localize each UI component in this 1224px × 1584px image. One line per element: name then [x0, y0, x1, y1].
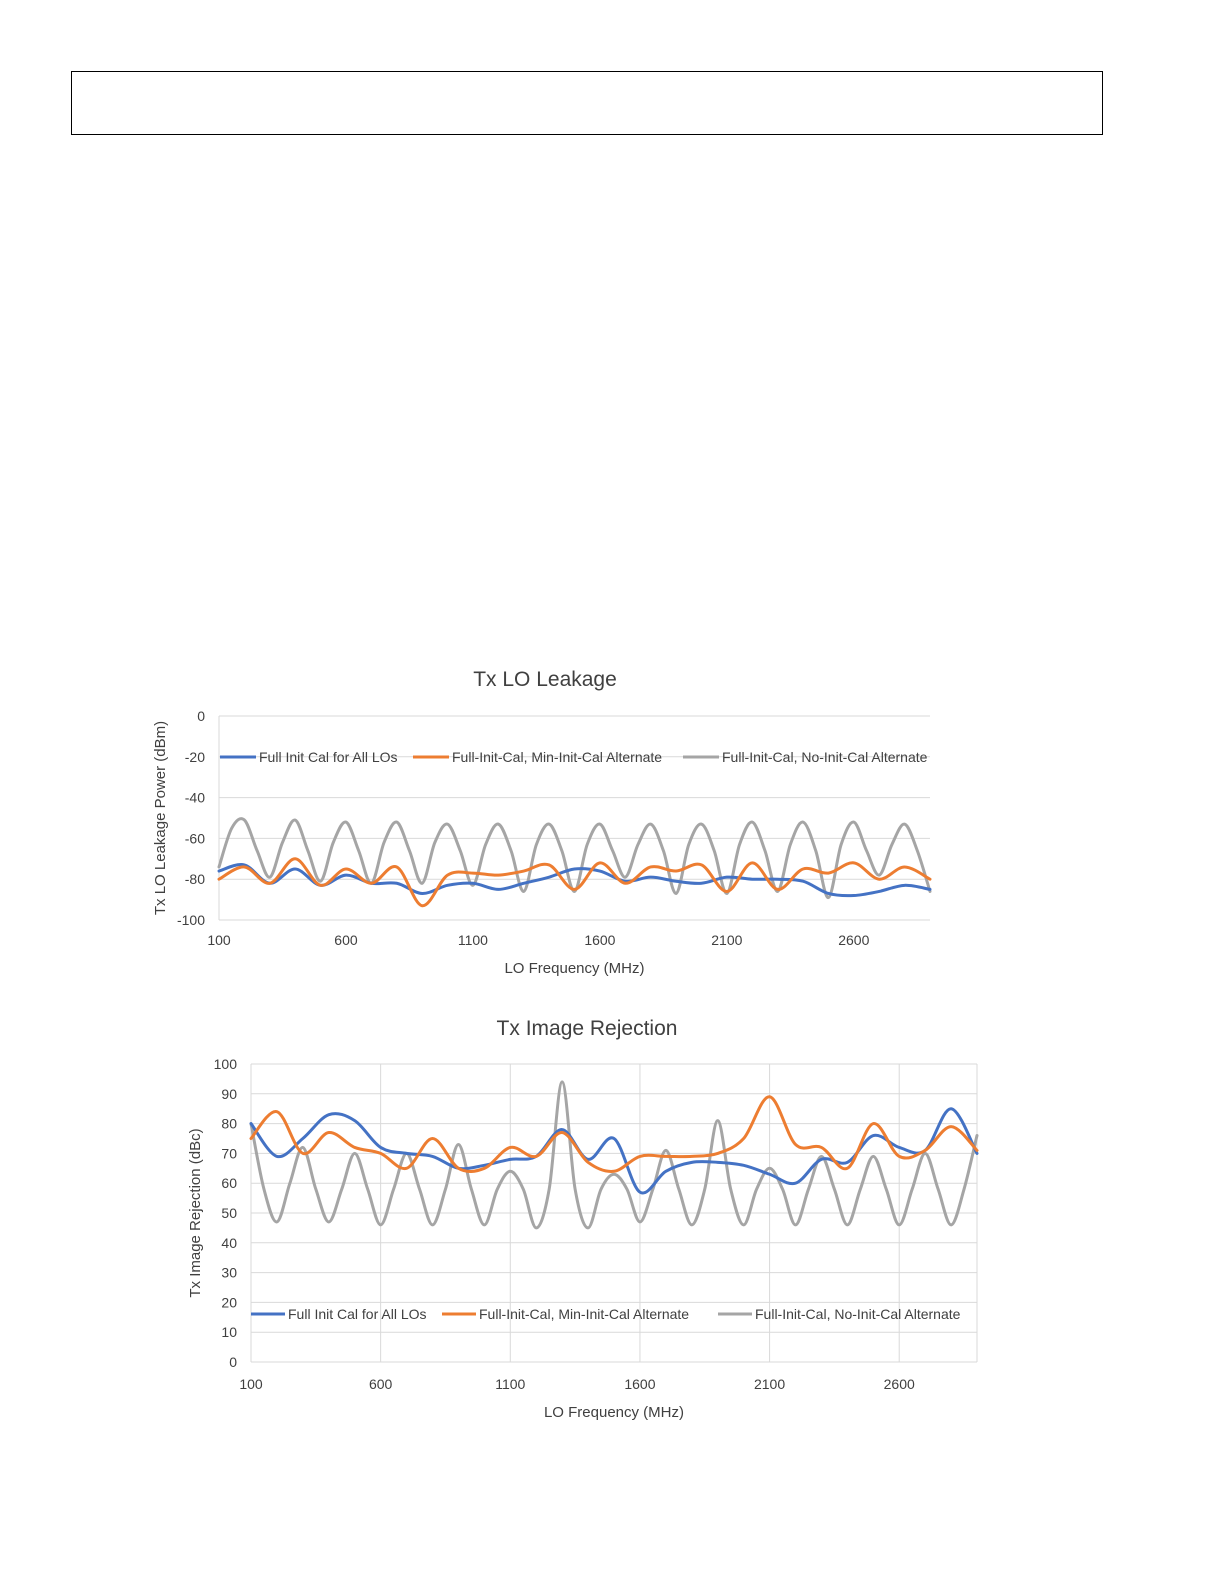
chart-2-x-axis-title: LO Frequency (MHz): [543, 1404, 685, 1421]
chart-1-y-tick-label: -100: [176, 912, 205, 928]
chart-1-x-tick-label: 2100: [711, 932, 743, 948]
chart-2-y-tick-label: 60: [221, 1175, 237, 1192]
chart-2-y-tick-label: 20: [221, 1294, 237, 1311]
chart-2-y-tick-label: 50: [221, 1205, 237, 1221]
chart-2-y-tick-label: 90: [221, 1085, 237, 1102]
chart-2-legend-label-2: Full-Init-Cal, Min-Init-Cal Alternate: [479, 1306, 690, 1322]
chart-1-legend-label-3: Full-Init-Cal, No-Init-Cal Alternate: [722, 749, 928, 765]
chart-2-y-tick-label: 0: [229, 1354, 237, 1370]
chart-2-y-tick-label: 10: [221, 1324, 237, 1341]
chart-1-x-tick-label: 1100: [457, 932, 488, 948]
chart-2-y-tick-label: 40: [221, 1234, 237, 1251]
chart-2-legend-label-1: Full Init Cal for All LOs: [288, 1306, 427, 1322]
chart-1-title: Tx LO Leakage: [473, 668, 617, 691]
chart-2-y-axis-title: Tx Image Rejection (dBc): [187, 1128, 204, 1298]
chart-2-legend-label-3: Full-Init-Cal, No-Init-Cal Alternate: [755, 1306, 961, 1322]
chart-2-x-tick-label: 100: [239, 1376, 263, 1392]
chart-1-x-axis-title: LO Frequency (MHz): [504, 960, 645, 977]
chart-2-x-tick-label: 2100: [753, 1376, 786, 1392]
chart-2-series-line-1: [251, 1109, 977, 1193]
chart-2-x-tick-label: 600: [368, 1376, 393, 1392]
chart-2-x-tick-label: 1100: [495, 1376, 526, 1392]
chart-1-y-tick-label: -80: [184, 871, 205, 888]
chart-2-y-tick-label: 30: [221, 1264, 237, 1281]
chart-1-x-tick-label: 600: [334, 932, 358, 948]
chart-1-y-tick-label: -40: [184, 789, 205, 806]
chart-1-y-axis-title: Tx LO Leakage Power (dBm): [152, 720, 169, 916]
chart-1-y-tick-label: 0: [197, 708, 205, 724]
chart-2-y-tick-label: 70: [221, 1145, 237, 1162]
chart-2-series-line-3: [251, 1082, 977, 1228]
chart-1-legend-label-2: Full-Init-Cal, Min-Init-Cal Alternate: [452, 749, 663, 765]
chart-2-x-tick-label: 1600: [624, 1376, 656, 1392]
chart-2-x-tick-label: 2600: [883, 1376, 915, 1392]
chart-1-y-tick-label: -60: [184, 830, 205, 847]
chart-1-x-tick-label: 1600: [584, 932, 616, 948]
chart-1-y-tick-label: -20: [184, 748, 205, 765]
chart-1-legend-label-1: Full Init Cal for All LOs: [259, 749, 398, 765]
chart-2-title: Tx Image Rejection: [496, 1017, 678, 1040]
chart-2-y-tick-label: 100: [213, 1056, 237, 1072]
chart-1-x-tick-label: 100: [207, 932, 231, 948]
chart-2-y-tick-label: 80: [221, 1115, 237, 1132]
chart-1-x-tick-label: 2600: [838, 932, 870, 948]
